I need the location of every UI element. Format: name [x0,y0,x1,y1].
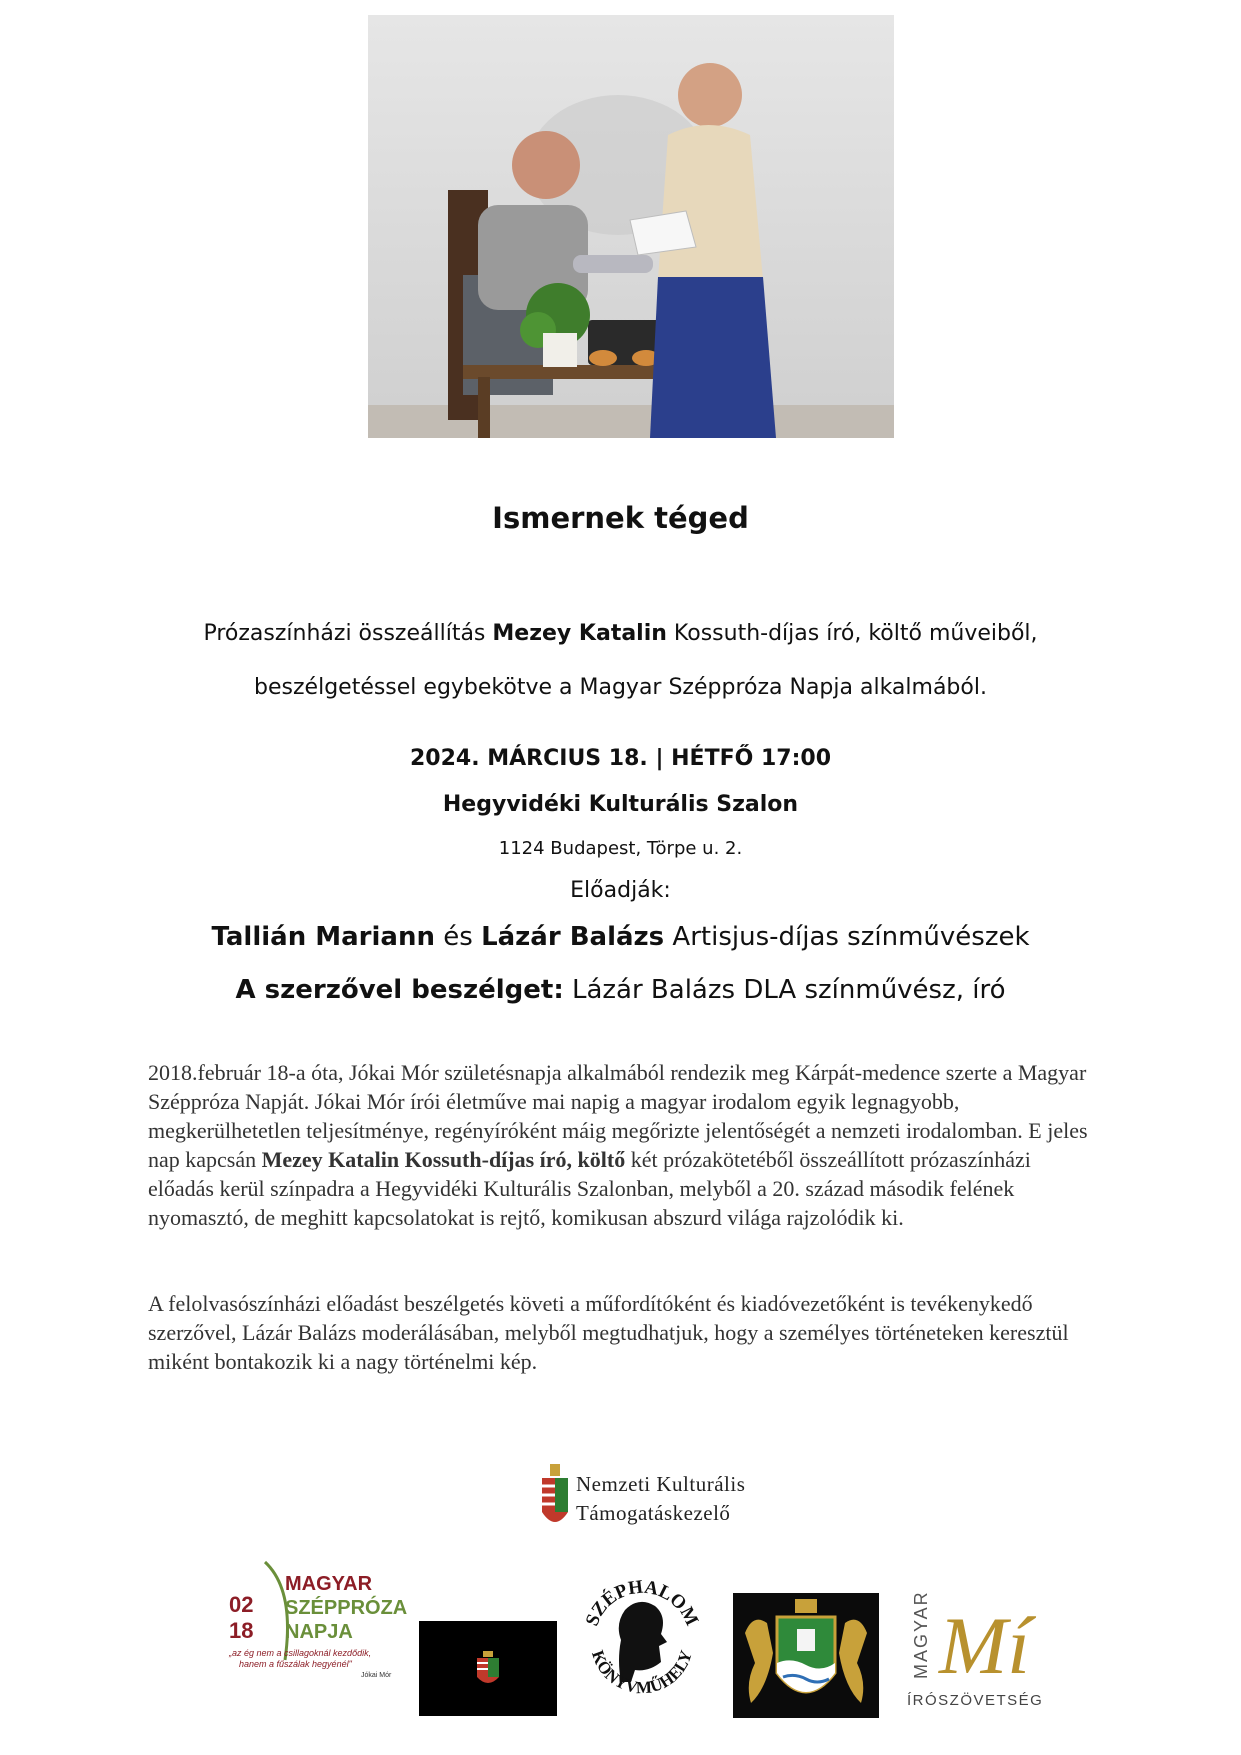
silhouette-head-icon [619,1602,667,1682]
szepproza-line-3: NAPJA [285,1621,353,1643]
author-talk-line [0,975,1241,1005]
performer-2: Lázár Balázs [481,922,665,952]
szephalom-graphic [577,1570,707,1710]
szephalom-konyvmuhely-logo [577,1570,707,1710]
government-flag-logo [419,1621,557,1716]
szepproza-attribution: Jókai Mór [361,1672,392,1679]
intro-author-name: Mezey Katalin [492,621,667,646]
performer-1: Tallián Mariann [211,922,435,952]
szepproza-line-2: SZÉPPRÓZA [285,1597,408,1619]
hungarian-crest-icon [419,1621,557,1716]
intro-line-1 [0,607,1241,661]
nkt-logo [538,1462,758,1540]
description-paragraph-2: A felolvasószínházi előadást beszélgetés követi a műfordítóként és kiadóvezetőként is tevékenykedő szerzővel, Lázár Balázs moderálásában, melyből megtudhatjuk, hogy a személyes történeteken keresztül miként bontakozik ki a nagy történelmi kép. [148,1291,1069,1374]
coat-of-arms-icon [733,1593,879,1718]
intro-line-1-pre: Prózaszínházi összeállítás [203,621,493,646]
description-p1-pre: 2018.február 18-a óta, Jókai Mór születésnapja alkalmából rendezik meg Kárpát-medence szerte a Magyar Széppróza Napját. Jókai Mór írói életműve mai napig a magyar irodalom egyik legnagyobb, megkerülhetetlen teljesítménye, regényíróként máig megőrizte jelentőségét a nemzeti irodalomban. E jeles nap kapcsán [148,1060,1088,1172]
event-title: Ismernek téged [492,501,749,535]
nkt-line-1: Nemzeti Kulturális [576,1472,746,1496]
event-address: 1124 Budapest, Törpe u. 2. [498,838,743,859]
intro-line-1-post: Kossuth-díjas író, költő műveiből, [666,621,1038,646]
szepproza-day: 02 [229,1592,254,1617]
performers-label: Előadják: [570,878,671,903]
nkt-line-2: Támogatáskezelő [576,1501,731,1525]
szepproza-quote-2: hanem a fűszálak hegyénél" [239,1659,352,1669]
description-p1-post: két prózakötetéből összeállított prózaszínházi előadás kerül színpadra a Hegyvidéki Kulturális Szalonban, melyből a 20. század második felének nyomasztó, de meghitt kapcsolatokat is rejtő, komikusan abszurd világa rajzolódik ki. [148,1147,1031,1230]
author-talk-label: A szerzővel beszélget: [235,975,564,1005]
event-venue: Hegyvidéki Kulturális Szalon [442,792,799,817]
iroszovetseg-graphic [905,1583,1075,1713]
stage-scene-image [368,15,894,438]
nkt-logo-text [576,1470,745,1528]
iroszovetseg-mark: Mí [939,1600,1031,1691]
intro-line-2: beszélgetéssel egybekötve a Magyar Széppróza Napja alkalmából. [254,675,987,700]
performers-title: Artisjus-díjas színművészek [664,922,1030,952]
event-intro [0,607,1241,715]
szepproza-napja-graphic [225,1560,415,1680]
szepproza-quote-1: „az ég nem a csillagoknál kezdődik, [229,1648,372,1658]
iroszovetseg-name: ÍRÓSZÖVETSÉG [907,1692,1044,1709]
szepproza-napja-logo [225,1560,415,1680]
hegyvidek-coat-of-arms-logo [733,1593,879,1718]
performers-line [0,922,1241,952]
event-date-time: 2024. MÁRCIUS 18. | HÉTFŐ 17:00 [410,746,831,771]
magyar-iroszovetseg-logo [905,1583,1075,1713]
performers-conjunction: és [434,922,482,952]
szepproza-month: 18 [229,1618,254,1643]
szephalom-top-text: SZÉPHALOM [581,1576,703,1630]
description-p1-bold: Mezey Katalin Kossuth-díjas író, költő [261,1147,626,1172]
szephalom-bottom-text: KÖNYVMŰHELY [587,1647,696,1698]
author-talk-value: Lázár Balázs DLA színművész, író [563,975,1006,1005]
hungarian-coat-of-arms-icon [538,1462,572,1540]
iroszovetseg-vertical-text: MAGYAR [911,1590,931,1679]
description-paragraph-1 [148,1058,1093,1232]
szepproza-line-1: MAGYAR [285,1573,373,1595]
event-photo [368,15,894,438]
